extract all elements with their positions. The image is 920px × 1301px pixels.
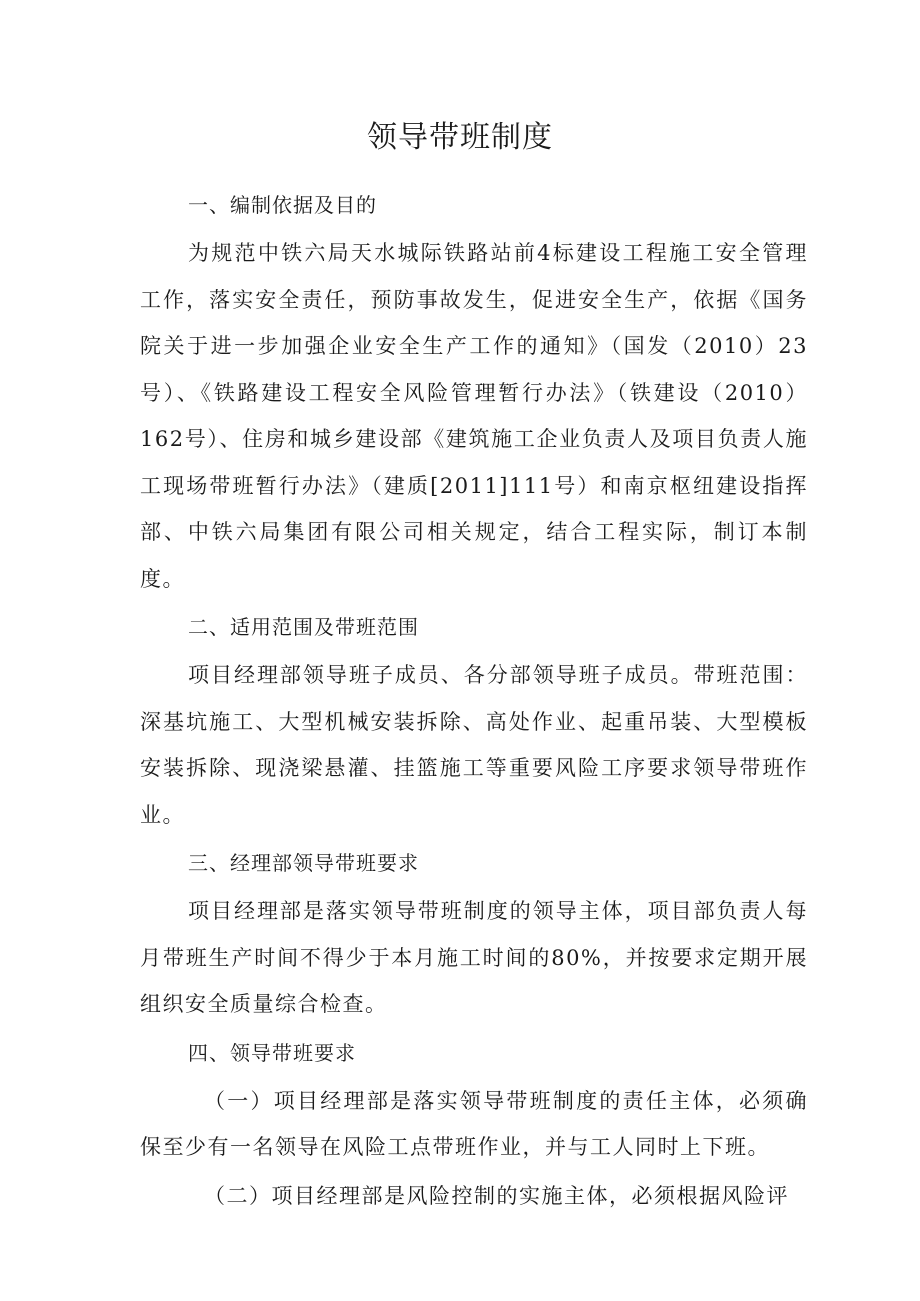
section-paragraph: （一）项目经理部是落实领导带班制度的责任主体，必须确保至少有一名领导在风险工点带班作业，并与工人同时上下班。 (140, 1088, 808, 1159)
section-heading: 二、适用范围及带班范围 (188, 615, 419, 639)
section-paragraph: 为规范中铁六局天水城际铁路站前4标建设工程施工安全管理工作，落实安全责任，预防事故发生，促进安全生产，依据《国务院关于进一步加强企业安全生产工作的通知》（国发（2010）23号）、《铁路建设工程安全风险管理暂行办法》（铁建设（2010）162号）、住房和城乡建设部《建筑施工企业负责人及项目负责人施工现场带班暂行办法》（建质[2011]111号）和南京枢纽建设指挥部、中铁六局集团有限公司相关规定，结合工程实际，制订本制度。 (140, 241, 808, 591)
section-basis (140, 182, 808, 602)
document-title: 领导带班制度 (367, 120, 553, 155)
section-paragraph: 项目经理部领导班子成员、各分部领导班子成员。带班范围：深基坑施工、大型机械安装拆除、高处作业、起重吊装、大型模板安装拆除、现浇梁悬灌、挂篮施工等重要风险工序要求领导带班作业。 (140, 663, 808, 827)
section-heading: 三、经理部领导带班要求 (188, 851, 419, 875)
section-heading: 四、领导带班要求 (188, 1040, 356, 1065)
section-leader-requirements (140, 1030, 808, 1220)
section-scope (140, 604, 808, 838)
section-paragraph: （二）项目经理部是风险控制的实施主体，必须根据风险评 (204, 1183, 789, 1208)
section-paragraph: 项目经理部是落实领导带班制度的领导主体，项目部负责人每月带班生产时间不得少于本月施工时间的80%，并按要求定期开展组织安全质量综合检查。 (140, 899, 808, 1016)
section-management-requirements (140, 840, 808, 1028)
section-heading: 一、编制依据及目的 (188, 193, 377, 217)
